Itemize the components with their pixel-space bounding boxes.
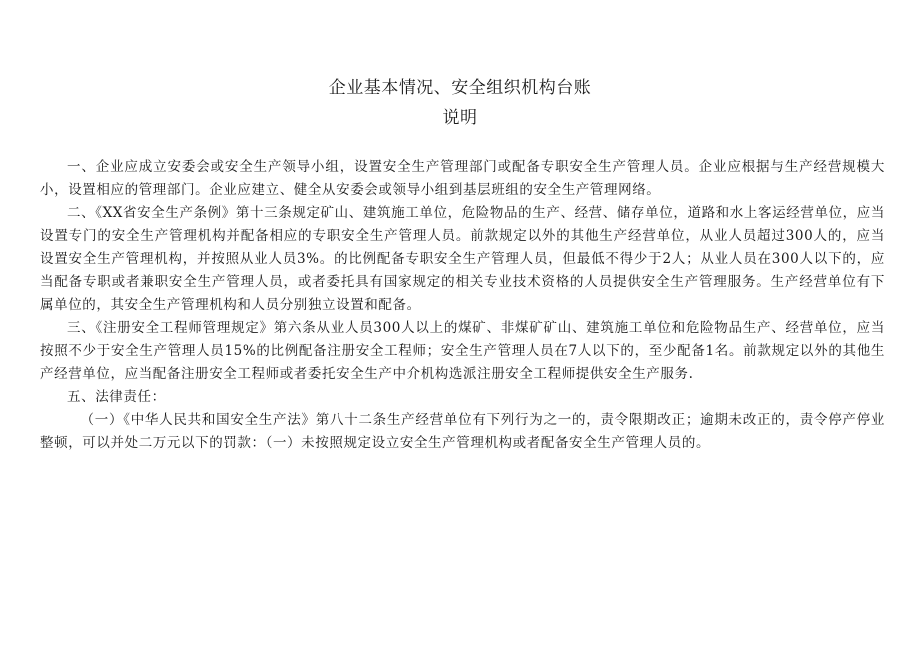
document-subtitle: 说明 (442, 108, 478, 128)
document-title: 企业基本情况、安全组织机构台账 (328, 78, 592, 98)
document-body (40, 156, 885, 455)
paragraph-3: 三、《注册安全工程师管理规定》第六条从业人员300人以上的煤矿、非煤矿矿山、建筑施工单位和危险物品生产、经营单位，应当按照不少于安全生产管理人员15%的比例配备注册安全工程师；安全生产管理人员在7人以下的，至少配备1名。前款规定以外的其他生产经营单位，应当配备注册安全工程师或者委托安全生产中介机构选派注册安全工程师提供安全生产服务. (40, 320, 885, 382)
paragraph-1: 一、企业应成立安委会或安全生产领导小组，设置安全生产管理部门或配备专职安全生产管理人员。企业应根据与生产经营规模大小，设置相应的管理部门。企业应建立、健全从安委会或领导小组到基层班组的安全生产管理网络。 (40, 159, 885, 198)
paragraph-2: 二、《XX省安全生产条例》第十三条规定矿山、建筑施工单位，危险物品的生产、经营、储存单位，道路和水上客运经营单位，应当设置专门的安全生产管理机构并配备相应的专职安全生产管理人员。前款规定以外的其他生产经营单位，从业人员超过300人的，应当设置安全生产管理机构，并按照从业人员3%。的比例配备专职安全生产管理人员，但最低不得少于2人；从业人员在300人以下的，应当配备专职或者兼职安全生产管理人员，或者委托具有国家规定的相关专业技术资格的人员提供安全生产管理服务。生产经营单位有下属单位的，其安全生产管理机构和人员分别独立设置和配备。 (40, 205, 885, 313)
paragraph-legal-item-1: （一）《中华人民共和国安全生产法》第八十二条生产经营单位有下列行为之一的，责令限期改正；逾期未改正的，责令停产停业整顿，可以并处二万元以下的罚款：（一）未按照规定设立安全生产管理机构或者配备安全生产管理人员的。 (40, 412, 885, 451)
paragraph-legal-heading: 五、法律责任： (67, 389, 166, 405)
